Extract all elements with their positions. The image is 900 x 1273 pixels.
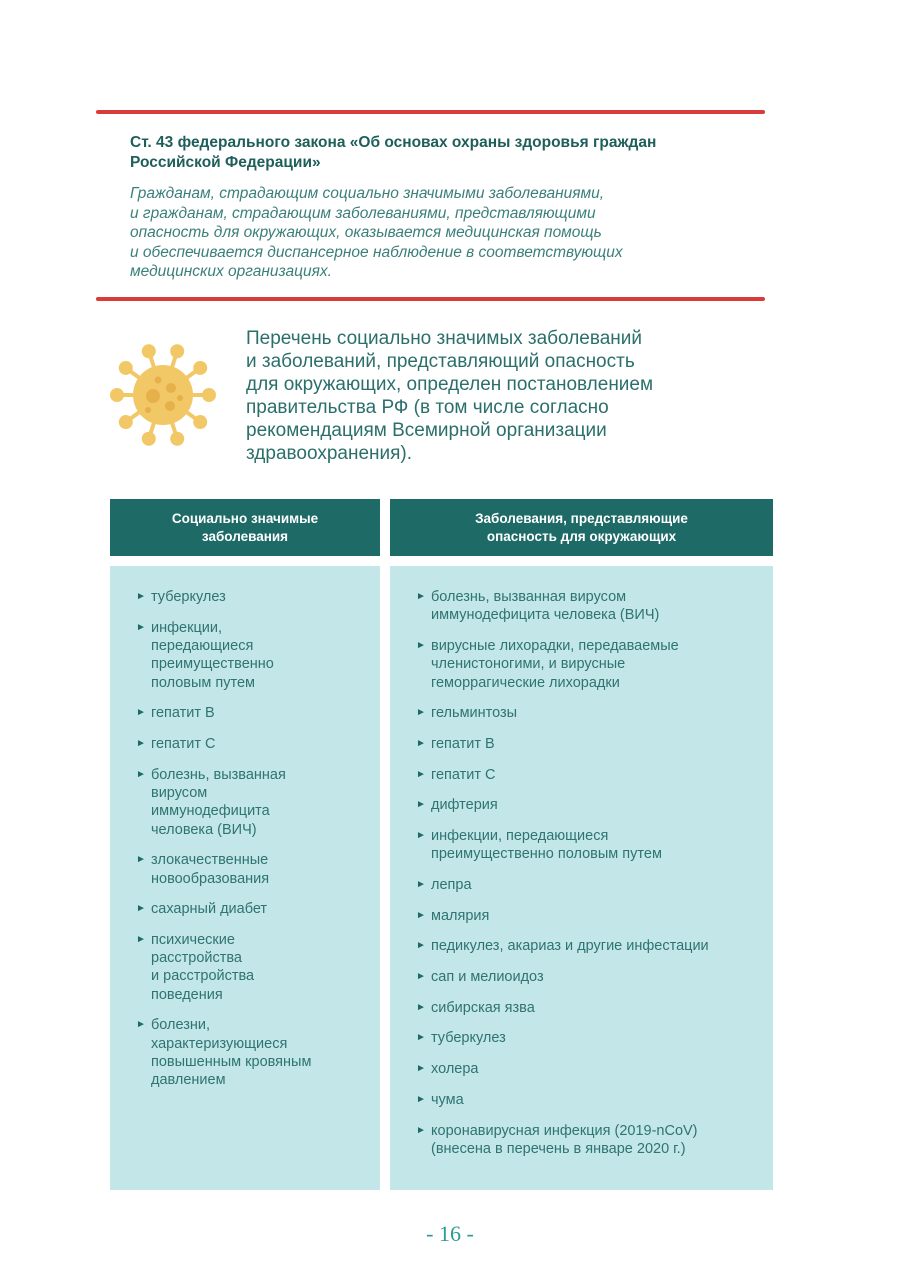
list-item [136,766,376,839]
list-item-text: туберкулез [151,589,226,605]
bullet-icon: ► [136,933,146,945]
intro-paragraph: Перечень социально значимых заболеваний и заболеваний, представляющий опасность для окружающих, определен постановлением правительства РФ (в том числе согласно рекомендациям Всемирной организации здравоохранения). [246,328,654,464]
list-item [136,588,376,606]
bullet-icon: ► [416,909,426,921]
right-column-body [390,566,773,1190]
list-item-text: гепатит С [151,735,216,752]
list-item-text: вирусные лихорадки, передаваемые членистоногими, и вирусные геморрагические лихорадки [431,637,679,691]
bullet-icon: ► [416,768,426,780]
top-divider [96,110,765,114]
list-item [416,1029,771,1047]
socially-significant-list [136,588,376,1102]
list-item-text: гепатит В [151,705,215,722]
bullet-icon: ► [136,903,146,915]
list-item-text: злокачественные новообразования [151,852,270,887]
list-item-text: болезнь, вызванная вирусом иммунодефицита человека (ВИЧ) [431,589,660,624]
bullet-icon: ► [416,879,426,890]
bullet-icon: ► [416,639,426,651]
bullet-icon: ► [416,1001,426,1013]
list-item-text: лепра [431,877,472,893]
list-item [416,766,771,784]
list-item [416,796,771,814]
list-item-text: инфекции, передающиеся преимущественно половым путем [151,619,274,691]
list-item-text: сап и мелиоидоз [431,969,544,986]
bottom-divider [96,297,765,301]
list-item-text: чума [431,1091,464,1108]
bullet-icon: ► [416,737,426,749]
list-item-text: болезни, характеризующиеся повышенным кровяным давлением [151,1017,312,1089]
law-article-quote: Гражданам, страдающим социально значимыми заболеваниями, и гражданам, страдающим заболеваниями, представляющими опасность для окружающих, оказывается медицинская помощь и обеспечивается диспансерное наблюдение в соответствующих медицинских организациях. [130,185,623,280]
dangerous-diseases-list [416,588,771,1170]
virus-icon [108,340,218,450]
bullet-icon: ► [136,1019,146,1031]
list-item [136,931,376,1004]
list-item [416,999,771,1017]
list-item [136,851,376,888]
list-item [416,704,771,722]
bullet-icon: ► [136,707,146,719]
list-item [416,937,771,955]
bullet-icon: ► [136,768,146,780]
list-item-text: туберкулез [431,1030,506,1047]
page-number: - 16 - [426,1221,474,1246]
list-item [136,735,376,753]
bullet-icon: ► [416,1124,426,1136]
bullet-icon: ► [416,591,426,602]
list-item [416,735,771,753]
list-item [416,1091,771,1109]
list-item-text: холера [431,1061,479,1078]
bullet-icon: ► [136,591,146,602]
list-item [136,1016,376,1089]
list-item [416,827,771,864]
list-item-text: дифтерия [431,797,498,814]
bullet-icon: ► [416,707,426,719]
list-item-text: гельминтозы [431,705,518,722]
list-item [136,704,376,722]
list-item [416,1122,771,1159]
list-item [416,1060,771,1078]
bullet-icon: ► [136,854,146,866]
list-item [416,876,771,894]
list-item [136,619,376,692]
list-item-text: педикулез, акариаз и другие инфестации [431,938,709,955]
list-item-text: сибирская язва [431,999,535,1016]
list-item [416,588,771,625]
list-item-text: гепатит В [431,735,495,752]
law-article-title: Ст. 43 федерального закона «Об основах охраны здоровья граждан Российской Федерации» [130,134,657,171]
bullet-icon: ► [416,1063,426,1075]
bullet-icon: ► [416,1032,426,1044]
bullet-icon: ► [136,621,146,633]
bullet-icon: ► [136,737,146,749]
list-item-text: инфекции, передающиеся преимущественно половым путем [431,828,662,863]
right-column-header: Заболевания, представляющие опасность для окружающих [390,499,773,556]
list-item [136,900,376,918]
list-item-text: малярия [431,907,490,924]
bullet-icon: ► [416,1093,426,1105]
list-item-text: сахарный диабет [151,901,268,918]
list-item [416,968,771,986]
list-item-text: психические расстройства и расстройства поведения [151,931,255,1003]
list-item [416,637,771,692]
left-column-body [110,566,380,1190]
list-item [416,907,771,925]
list-item-text: гепатит С [431,766,496,783]
bullet-icon: ► [416,971,426,983]
list-item-text: болезнь, вызванная вирусом иммунодефицита человека (ВИЧ) [151,766,286,838]
left-column-header: Социально значимые заболевания [110,499,380,556]
bullet-icon: ► [416,799,426,811]
bullet-icon: ► [416,830,426,842]
bullet-icon: ► [416,940,426,952]
list-item-text: коронавирусная инфекция (2019-nCoV) (внесена в перечень в январе 2020 г.) [431,1122,698,1157]
